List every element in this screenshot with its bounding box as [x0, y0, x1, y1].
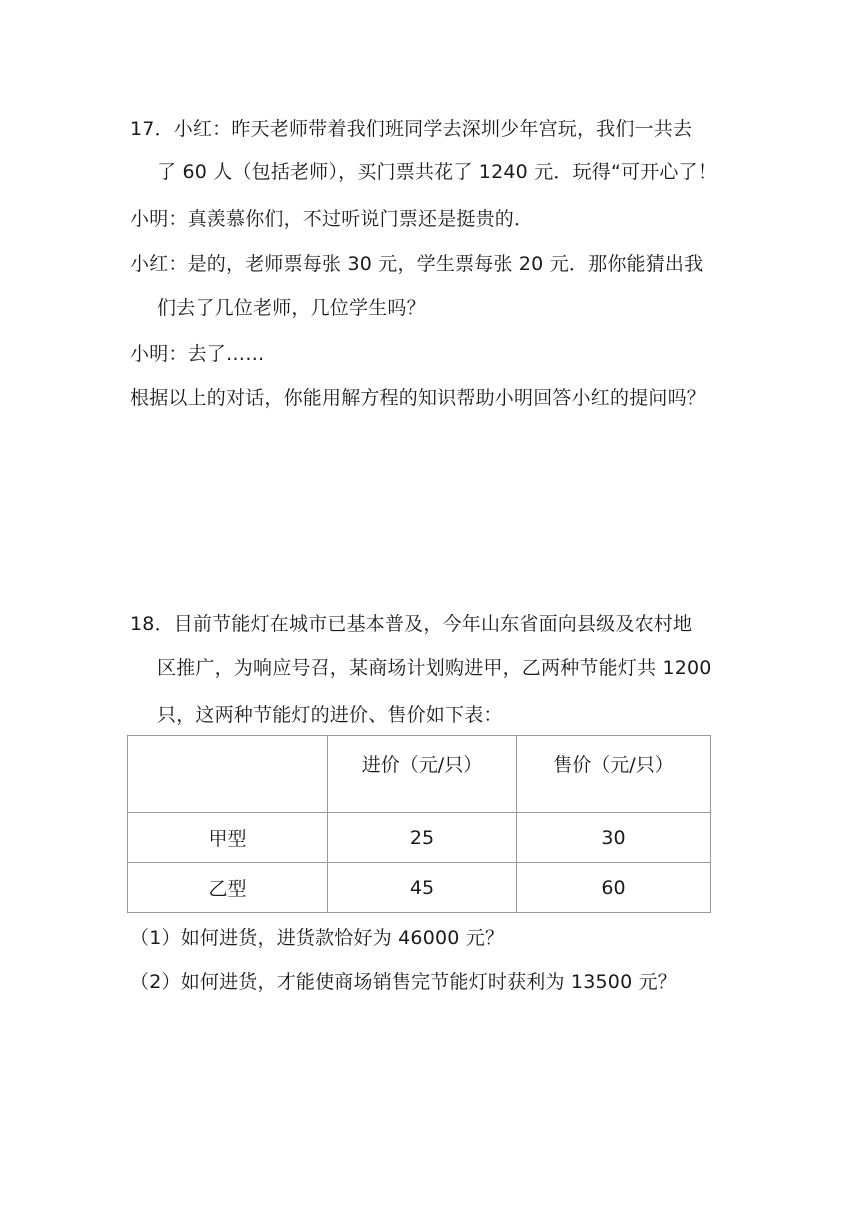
table-header-row [128, 736, 711, 813]
q17-line-4: 小红：是的，老师票每张 30 元，学生票每张 20 元．那你能猜出我 [130, 253, 704, 275]
q18-line-2: 区推广，为响应号召，某商场计划购进甲，乙两种节能灯共 1200 [157, 657, 712, 679]
q17-line-3: 小明：真羡慕你们，不过听说门票还是挺贵的． [130, 208, 534, 230]
row-price-cell: 30 [517, 813, 711, 863]
row-type-cell: 乙型 [128, 863, 328, 913]
table-row [128, 813, 711, 863]
header-cell-price: 售价（元/只） [517, 736, 711, 813]
row-type-cell: 甲型 [128, 813, 328, 863]
header-cell-cost: 进价（元/只） [328, 736, 517, 813]
header-cell-empty [128, 736, 328, 813]
q18-line-3: 只，这两种节能灯的进价、售价如下表： [157, 704, 503, 726]
q17-line-2: 了 60 人（包括老师），买门票共花了 1240 元．玩得“可开心了！ [157, 161, 718, 183]
price-table [127, 735, 711, 913]
q17-line-1: 17．小红：昨天老师带着我们班同学去深圳少年宫玩，我们一共去 [130, 118, 693, 140]
row-cost-cell: 25 [328, 813, 517, 863]
q18-part-1: （1）如何进货，进货款恰好为 46000 元？ [130, 927, 505, 949]
row-cost-cell: 45 [328, 863, 517, 913]
q18-part-2: （2）如何进货，才能使商场销售完节能灯时获利为 13500 元？ [130, 971, 678, 993]
row-price-cell: 60 [517, 863, 711, 913]
q18-line-1: 18．目前节能灯在城市已基本普及，今年山东省面向县级及农村地 [130, 613, 693, 635]
q17-line-7: 根据以上的对话，你能用解方程的知识帮助小明回答小红的提问吗？ [130, 387, 707, 409]
q17-line-6: 小明：去了…… [130, 343, 265, 365]
q17-line-5: 们去了几位老师，几位学生吗？ [157, 297, 426, 319]
table-row [128, 863, 711, 913]
